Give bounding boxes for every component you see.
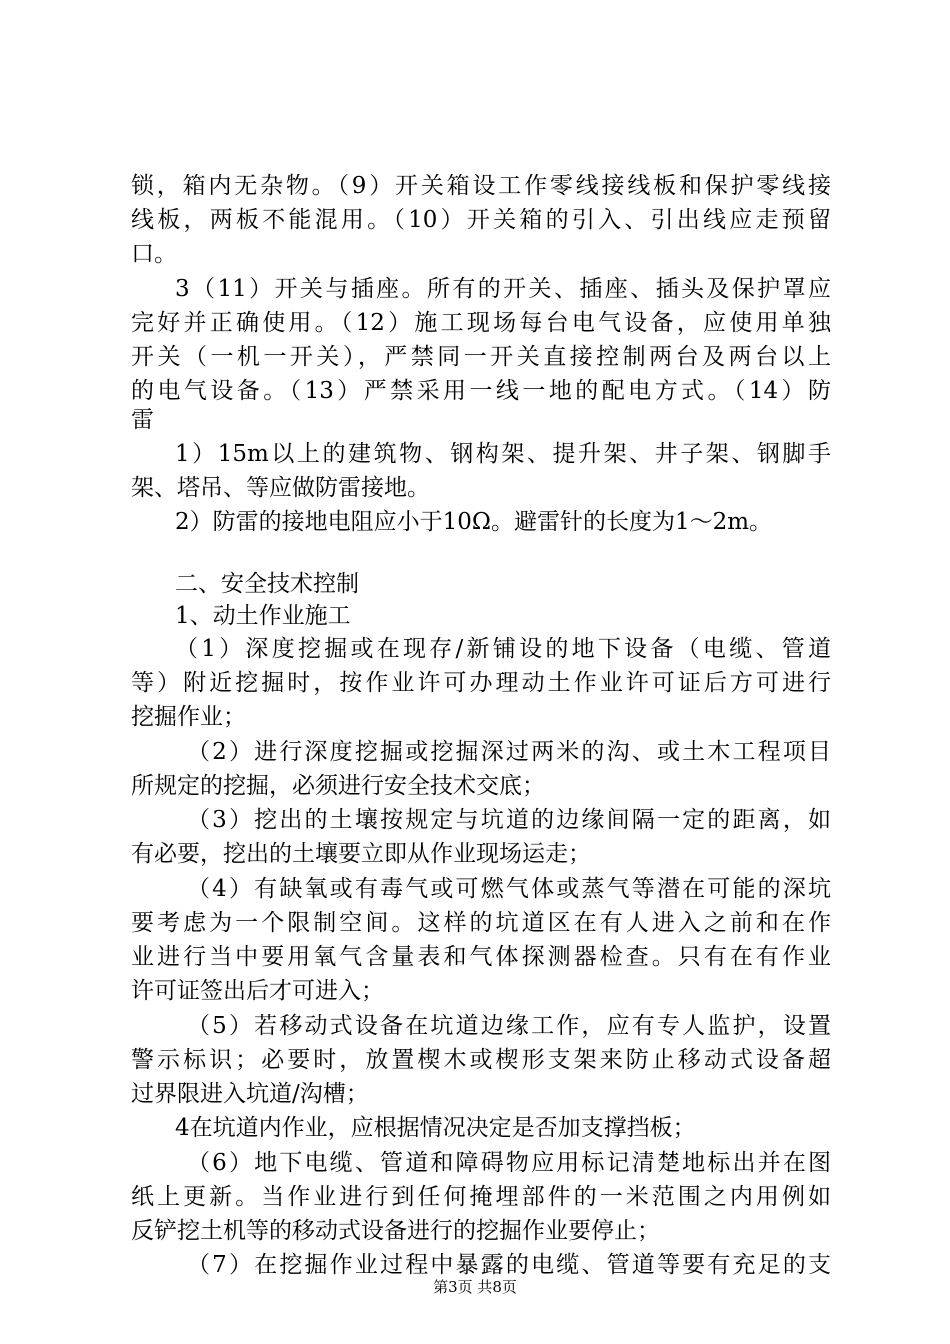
text-line: 等）附近挖掘时，按作业许可办理动土作业许可证后方可进行	[131, 670, 831, 696]
text-line: （4）有缺氧或有毒气或可燃气体或蒸气等潜在可能的深坑	[187, 876, 831, 902]
text-line: （2）进行深度挖掘或挖掘深过两米的沟、或土木工程项目	[187, 739, 831, 765]
text-line: 完好并正确使用。（12）施工现场每台电气设备，应使用单独	[131, 310, 831, 336]
text-line: 挖掘作业；	[131, 704, 246, 730]
text-line: （3）挖出的土壤按规定与坑道的边缘间隔一定的距离，如	[187, 807, 831, 833]
text-line: 锁，箱内无杂物。（9）开关箱设工作零线接线板和保护零线接	[131, 173, 831, 199]
text-line: （6）地下电缆、管道和障碍物应用标记清楚地标出并在图	[187, 1150, 831, 1176]
text-line: 反铲挖土机等的移动式设备进行的挖掘作业要停止；	[131, 1218, 660, 1244]
text-line: 所规定的挖掘，必须进行安全技术交底；	[131, 773, 545, 799]
subsection-heading: 1、动土作业施工	[175, 603, 351, 629]
text-line: 线板，两板不能混用。（10）开关箱的引入、引出线应走预留	[131, 207, 831, 233]
text-line: 3（11）开关与插座。所有的开关、插座、插头及保护罩应	[175, 276, 831, 302]
text-line: 4在坑道内作业，应根据情况决定是否加支撑挡板；	[175, 1115, 696, 1141]
text-line: 雷	[131, 407, 154, 433]
text-line: 架、塔吊、等应做防雷接地。	[131, 475, 430, 501]
page-footer: 第3页 共8页	[433, 1278, 517, 1296]
text-line: 1）15m以上的建筑物、钢构架、提升架、井子架、钢脚手	[175, 441, 831, 467]
text-line: （1）深度挖掘或在现存/新铺设的地下设备（电缆、管道	[175, 636, 831, 662]
text-line: 要考虑为一个限制空间。这样的坑道区在有人进入之前和在作	[131, 910, 831, 936]
text-line: 的电气设备。（13）严禁采用一线一地的配电方式。（14）防	[131, 378, 831, 404]
text-line: （7）在挖掘作业过程中暴露的电缆、管道等要有充足的支	[187, 1252, 831, 1278]
text-line: 许可证签出后才可进入；	[131, 978, 384, 1004]
section-heading: 二、安全技术控制	[175, 571, 359, 597]
text-line: 开关（一机一开关），严禁同一开关直接控制两台及两台以上	[131, 344, 831, 370]
text-line: （5）若移动式设备在坑道边缘工作，应有专人监护，设置	[187, 1013, 831, 1039]
text-line: 警示标识；必要时，放置楔木或楔形支架来防止移动式设备超	[131, 1047, 831, 1073]
text-line: 过界限进入坑道/沟槽；	[131, 1081, 369, 1107]
text-line: 2）防雷的接地电阻应小于10Ω。避雷针的长度为1～2m。	[175, 509, 773, 535]
text-line: 纸上更新。当作业进行到任何掩埋部件的一米范围之内用例如	[131, 1184, 831, 1210]
text-line: 有必要，挖出的土壤要立即从作业现场运走；	[131, 841, 591, 867]
text-line: 口。	[131, 241, 177, 267]
text-line: 业进行当中要用氧气含量表和气体探测器检查。只有在有作业	[131, 944, 831, 970]
